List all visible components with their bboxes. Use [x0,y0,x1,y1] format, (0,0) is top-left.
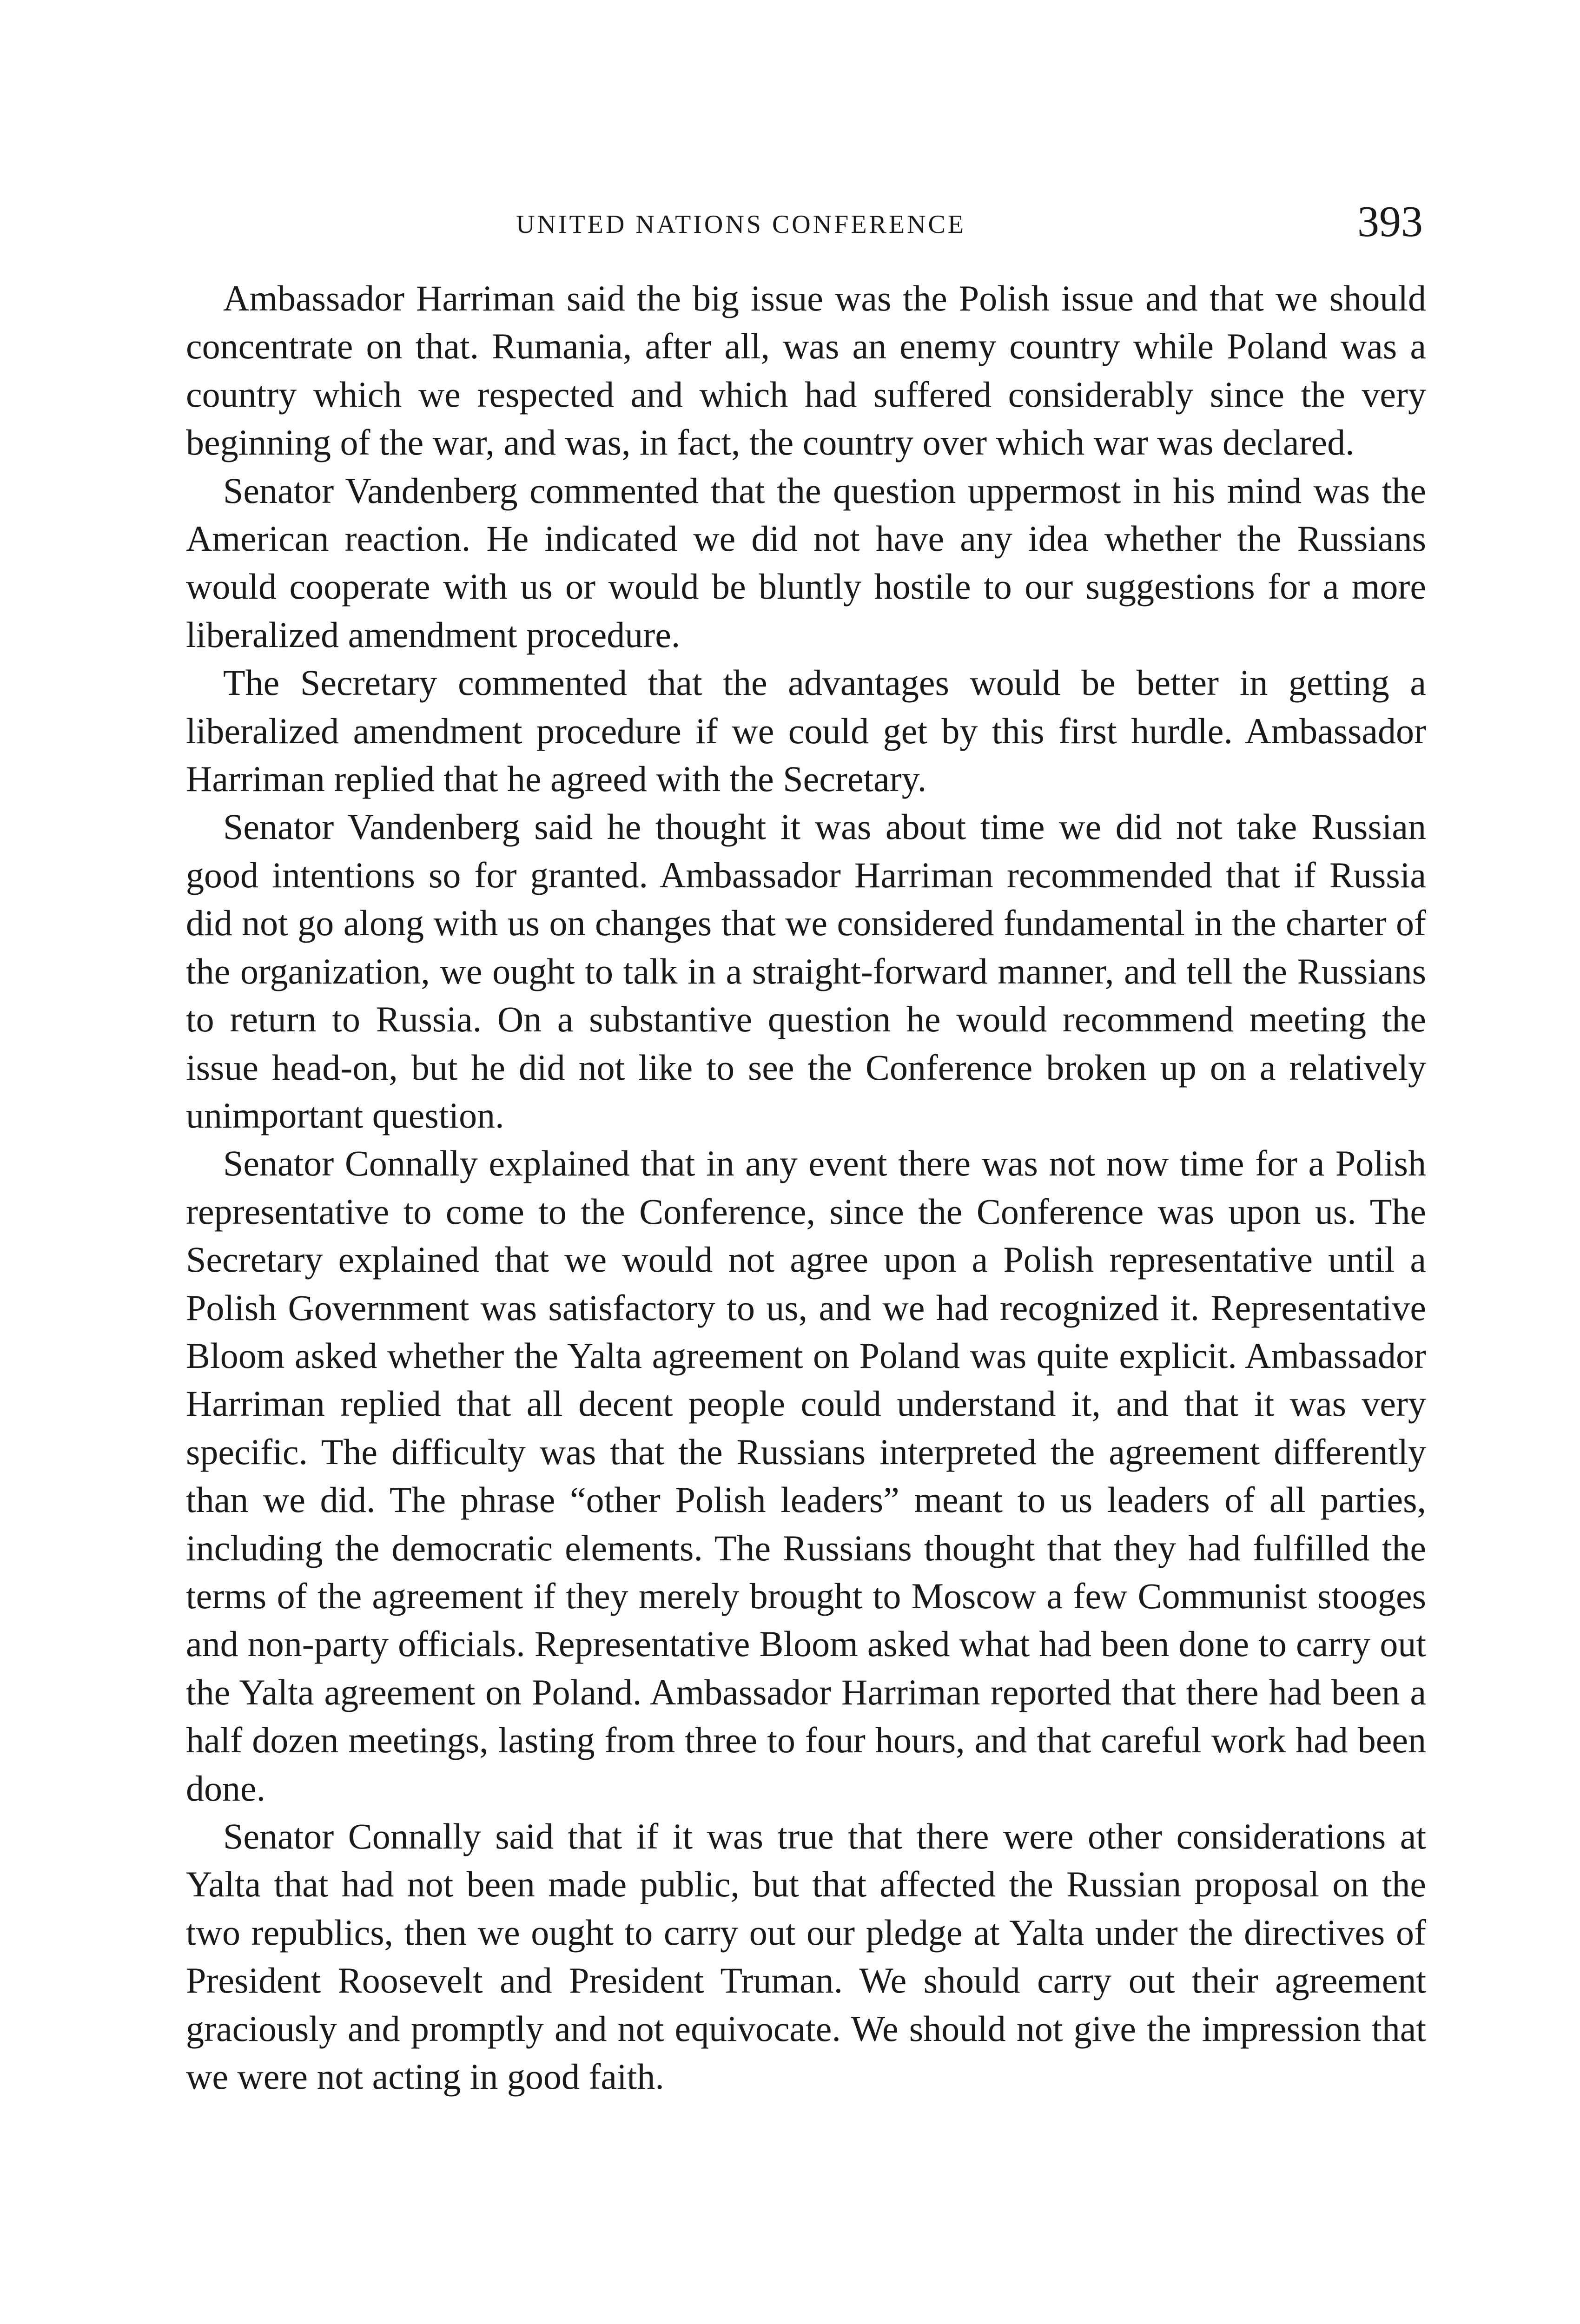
paragraph-vandenberg-american-reaction: Senator Vandenberg commented that the question uppermost in his mind was the American reaction. He indicated we did not have any idea whether the Russians would cooperate with us or would be bluntly hostile to our suggestions for a more liberalized amendment procedure. [186,470,1426,655]
body-text [186,274,1426,2100]
page-number: 393 [1357,198,1423,246]
running-head: UNITED NATIONS CONFERENCE [516,210,966,239]
paragraph-connally-yalta-pledge: Senator Connally said that if it was true that there were other considerations at Yalta that had not been made public, but that affected the Russian proposal on the two republics, then we ought to carry out our pledge at Yalta under the directives of President Roosevelt and President Truman. We should carry out their agreement graciously and promptly and not equivocate. We should not give the impression that we were not acting in good faith. [186,1816,1426,2097]
paragraph-secretary-amendment-procedure: The Secretary commented that the advantages would be better in getting a liberalized amendment procedure if we could get by this first hurdle. Ambassador Harriman replied that he agreed with the Secretary. [186,662,1426,799]
paragraph-connally-polish-representative: Senator Connally explained that in any event there was not now time for a Polish representative to come to the Conference, since the Conference was upon us. The Secretary explained that we would not agree upon a Polish representative until a Polish Government was satisfactory to us, and we had recognized it. Representative Bloom asked whether the Yalta agreement on Poland was quite explicit. Ambassador Harriman replied that all decent people could understand it, and that it was very specific. The difficulty was that the Russians interpreted the agreement differently than we did. The phrase “other Polish leaders” meant to us leaders of all parties, including the democratic elements. The Russians thought that they had fulfilled the terms of the agreement if they merely brought to Moscow a few Communist stooges and non-party officials. Representative Bloom asked what had been done to carry out the Yalta agreement on Poland. Ambassador Harriman reported that there had been a half dozen meetings, lasting from three to four hours, and that careful work had been done. [186,1143,1426,1809]
paragraph-harriman-polish-issue: Ambassador Harriman said the big issue was the Polish issue and that we should concentrate on that. Rumania, after all, was an enemy country while Poland was a country which we respected and which had suffered considerably since the very beginning of the war, and was, in fact, the country over which war was declared. [186,278,1426,463]
paragraph-vandenberg-russian-intentions: Senator Vandenberg said he thought it was about time we did not take Russian good intentions so for granted. Ambassador Harriman recommended that if Russia did not go along with us on changes that we considered fundamental in the charter of the organization, we ought to talk in a straight-forward manner, and tell the Russians to return to Russia. On a substantive question he would recommend meeting the issue head-on, but he did not like to see the Conference broken up on a relatively unimportant question. [186,806,1426,1136]
